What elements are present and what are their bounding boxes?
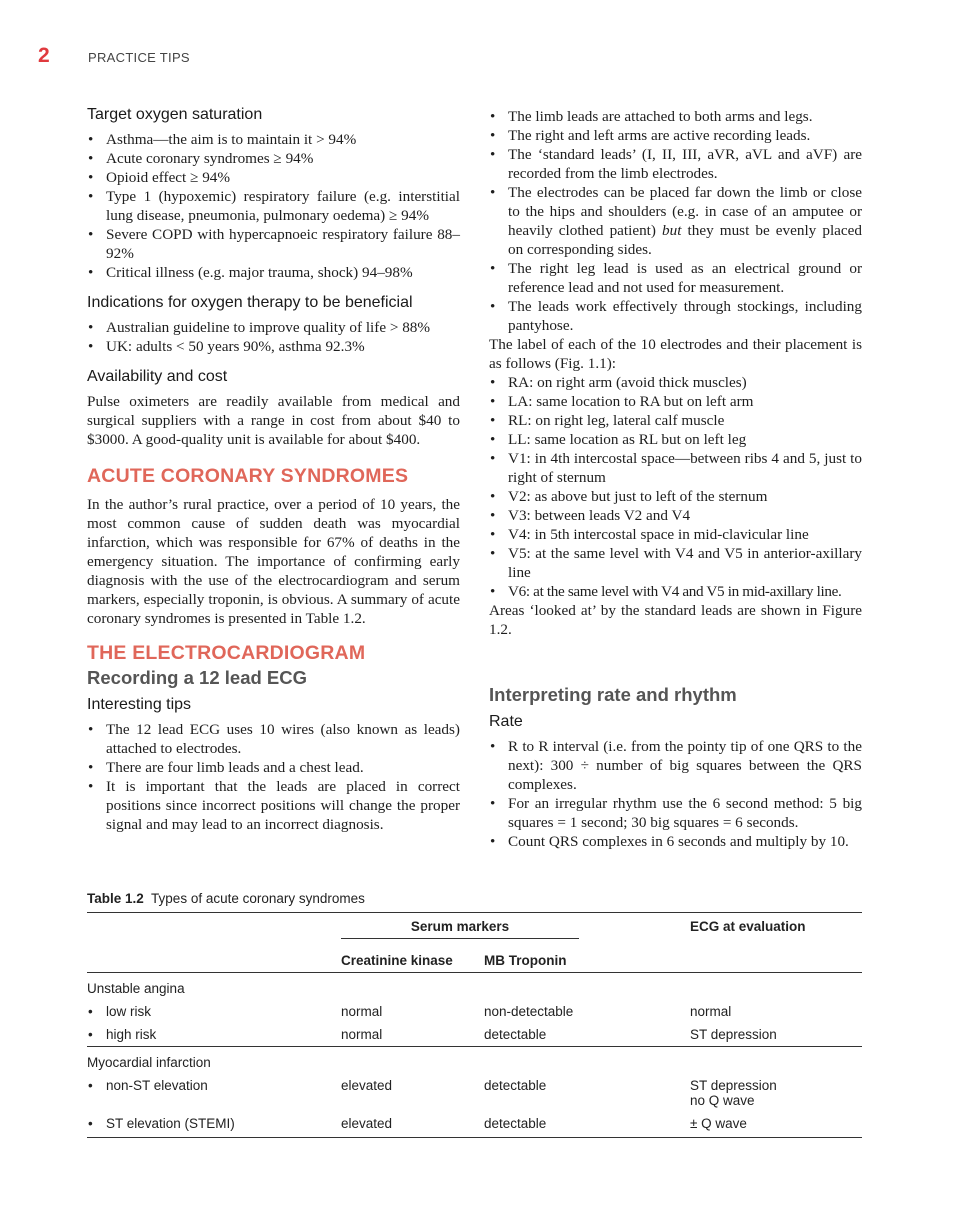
acs-table-block — [87, 891, 862, 1138]
list-item: • R to R interval (i.e. from the pointy tip of one QRS to the next): 300 ÷ number of big squares between the QRS complexes. — [489, 737, 862, 794]
availability-text: Pulse oximeters are readily available from medical and surgical suppliers with a range in cost from about $40 to $3000. A good-quality unit is available for about $400. — [87, 393, 460, 448]
ecg-heading: THE ELECTROCARDIOGRAM — [87, 642, 366, 664]
list-item: • The ‘standard leads’ (I, II, III, aVR, aVL and aVF) are recorded from the limb electrodes. — [489, 145, 862, 183]
availability-heading: Availability and cost — [87, 368, 228, 385]
table-cell-label: • high risk — [87, 1027, 156, 1042]
list-item: • V4: in 5th intercostal space in mid-clavicular line — [489, 525, 862, 544]
table-cell-ck: normal — [341, 1004, 383, 1019]
label-intro: The label of each of the 10 electrodes and their placement is as follows (Fig. 1.1): — [489, 336, 862, 372]
table-cell-label: • low risk — [87, 1004, 151, 1019]
table-caption-text: Types of acute coronary syndromes — [151, 891, 365, 906]
table-cell-ecg: ST depression — [690, 1023, 862, 1047]
list-item: • Acute coronary syndromes ≥ 94% — [87, 149, 460, 168]
list-item: • RL: on right leg, lateral calf muscle — [489, 411, 862, 430]
list-item: • Severe COPD with hypercapnoeic respiratory failure 88–92% — [87, 225, 460, 263]
table-header-empty — [690, 943, 862, 973]
list-item: • LA: same location to RA but on left arm — [489, 392, 862, 411]
table-cell-ecg-line: ST depression — [690, 1078, 777, 1093]
list-item: • V5: at the same level with V4 and V5 in anterior-axillary line — [489, 544, 862, 582]
tips-heading: Interesting tips — [87, 696, 192, 713]
table-cell-ck: normal — [341, 1023, 484, 1047]
table-header-serum — [341, 913, 690, 944]
table-cell-mb: detectable — [484, 1078, 547, 1093]
list-item: • The right leg lead is used as an electrical ground or reference lead and not used for measurement. — [489, 259, 862, 297]
indications-list — [87, 318, 460, 356]
table-cell-ck: elevated — [341, 1078, 393, 1093]
list-item: • For an irregular rhythm use the 6 second method: 5 big squares = 1 second; 30 big squares = 6 seconds. — [489, 794, 862, 832]
interpreting-heading: Interpreting rate and rhythm — [489, 684, 737, 705]
list-item: • RA: on right arm (avoid thick muscles) — [489, 373, 862, 392]
table-header-empty — [87, 943, 341, 973]
list-item — [489, 183, 862, 259]
ecg-subheading: Recording a 12 lead ECG — [87, 667, 308, 688]
table-cell-mb: detectable — [484, 1023, 690, 1047]
acs-table — [87, 912, 862, 1138]
list-item: • Count QRS complexes in 6 seconds and multiply by 10. — [489, 832, 862, 851]
list-item: • UK: adults < 50 years 90%, asthma 92.3% — [87, 337, 460, 356]
table-header-mb: MB Troponin — [484, 943, 690, 973]
table-header-ck: Creatinine kinase — [341, 943, 484, 973]
list-item: • V2: as above but just to left of the sternum — [489, 487, 862, 506]
areas-text: Areas ‘looked at’ by the standard leads are shown in Figure 1.2. — [489, 602, 862, 638]
list-item: • V1: in 4th intercostal space—between ribs 4 and 5, just to right of sternum — [489, 449, 862, 487]
list-item: • Opioid effect ≥ 94% — [87, 168, 460, 187]
table-group-label: Myocardial infarction — [87, 1055, 211, 1070]
table-cell-ecg: normal — [690, 1004, 732, 1019]
table-row — [87, 1000, 862, 1023]
electrode-text: they must be evenly placed on corresponding sides. — [508, 222, 862, 258]
spacer — [489, 639, 862, 683]
acs-heading: ACUTE CORONARY SYNDROMES — [87, 465, 409, 487]
table-cell-mb: non-detectable — [484, 1004, 574, 1019]
table-cell-ecg: ± Q wave — [690, 1112, 862, 1138]
list-item: • The 12 lead ECG uses 10 wires (also known as leads) attached to electrodes. — [87, 720, 460, 758]
table-caption-label: Table 1.2 — [87, 891, 144, 906]
list-item: • V3: between leads V2 and V4 — [489, 506, 862, 525]
table-cell-ck: elevated — [341, 1112, 484, 1138]
target-heading: Target oxygen saturation — [87, 106, 263, 123]
table-cell-mb: detectable — [484, 1112, 690, 1138]
table-caption — [87, 891, 862, 906]
list-item: • The right and left arms are active recording leads. — [489, 126, 862, 145]
list-item: • The limb leads are attached to both arms and legs. — [489, 107, 862, 126]
right-column — [489, 107, 862, 851]
table-cell-label: • ST elevation (STEMI) — [87, 1116, 235, 1131]
table-cell-ecg-line: no Q wave — [690, 1093, 755, 1108]
tips-list — [87, 720, 460, 834]
left-column — [87, 104, 460, 834]
table-header-empty — [87, 913, 341, 944]
rate-heading: Rate — [489, 713, 523, 730]
table-row — [87, 1074, 862, 1112]
indications-heading: Indications for oxygen therapy to be beneficial — [87, 294, 413, 311]
emphasis: but — [662, 222, 682, 239]
table-cell-label: • non-ST elevation — [87, 1078, 208, 1093]
page-number: 2 — [38, 44, 50, 67]
table-row — [87, 1112, 862, 1138]
serum-markers-label: Serum markers — [341, 919, 579, 939]
electrode-text: The electrodes can be placed far down the limb or close to the hips and shoulders (e.g. in case of an amputee or heavily clothed patient) — [508, 184, 862, 239]
acs-text: In the author’s rural practice, over a period of 10 years, the most common cause of sudden death was myocardial infarction, which was responsible for 67% of deaths in the emergency situation. The importance of confirming early diagnosis with the use of the electrocardiogram and serum markers, especially troponin, is obvious. A summary of acute coronary syndromes is presented in Table 1.2. — [87, 496, 460, 627]
target-list — [87, 130, 460, 282]
list-item: • Asthma—the aim is to maintain it > 94% — [87, 130, 460, 149]
table-row — [87, 1023, 862, 1047]
list-item: • The leads work effectively through stockings, including pantyhose. — [489, 297, 862, 335]
table-header-ecg: ECG at evaluation — [690, 913, 862, 944]
rate-list — [489, 737, 862, 851]
table-cell-ecg — [690, 1074, 862, 1112]
limb-list — [489, 107, 862, 335]
list-item: • V6: at the same level with V4 and V5 in mid-axillary line. — [489, 582, 862, 601]
running-title: PRACTICE TIPS — [88, 50, 190, 65]
list-item: • Australian guideline to improve quality of life > 88% — [87, 318, 460, 337]
list-item: • Critical illness (e.g. major trauma, shock) 94–98% — [87, 263, 460, 282]
list-item: • LL: same location as RL but on left leg — [489, 430, 862, 449]
table-group-label: Unstable angina — [87, 981, 185, 996]
list-item: • It is important that the leads are placed in correct positions since incorrect positions will change the proper signal and may lead to an incorrect diagnosis. — [87, 777, 460, 834]
list-item: • There are four limb leads and a chest lead. — [87, 758, 460, 777]
electrode-list — [489, 373, 862, 601]
list-item: • Type 1 (hypoxemic) respiratory failure (e.g. interstitial lung disease, pneumonia, pulmonary oedema) ≥ 94% — [87, 187, 460, 225]
